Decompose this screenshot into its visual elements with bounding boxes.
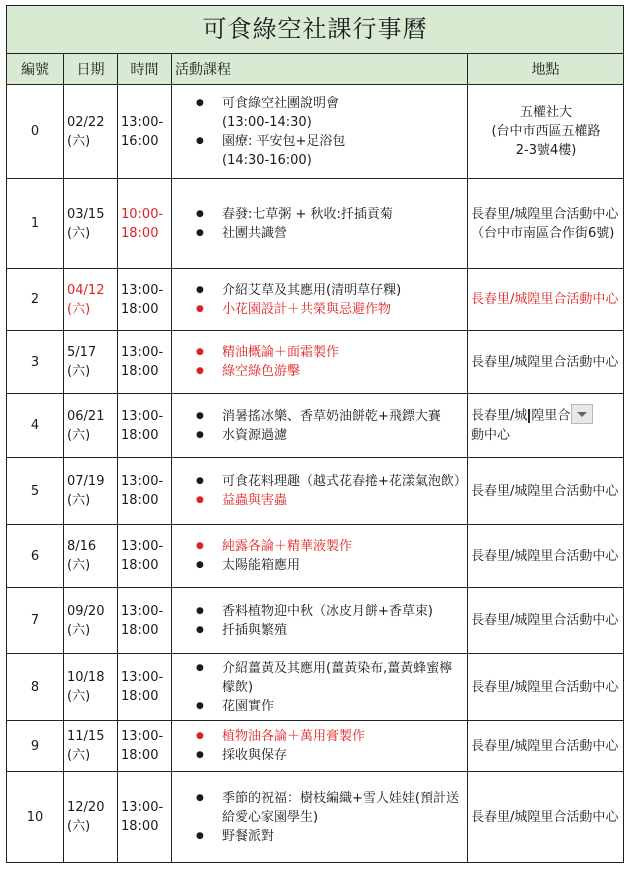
row-time [118,588,172,654]
time-line: 18:00 [121,225,159,241]
activity-list [172,407,463,445]
activity-item [172,659,463,697]
location-text: 長春里/城隍里合活動中心 [471,738,619,754]
date-line: 03/15 [67,206,105,222]
row-date [64,331,118,394]
header-date: 日期 [64,54,118,85]
date-line: (六) [67,558,91,573]
time-line: 18:00 [121,301,159,317]
row-date [64,721,118,772]
row-number: 7 [7,588,64,654]
table-row [7,85,624,179]
date-line: 10/18 [67,670,105,685]
location-text: 長春里/城隍里合活動中心 [471,613,619,628]
row-date [64,458,118,525]
activity-text: 介紹薑黃及其應用(薑黃染布,薑黃蜂蜜檸檬飲) [222,660,453,695]
schedule-sheet [6,5,623,863]
date-line: 02/22 [67,114,105,130]
activity-text: 純露各論＋精華液製作 [222,539,353,554]
date-line: 04/12 [67,282,105,298]
row-time [118,772,172,863]
time-line: 18:00 [121,819,159,834]
date-line: (六) [67,622,91,638]
row-date [64,525,118,588]
location-text: (台中市西區五權路 [491,124,601,139]
date-line: (六) [67,493,91,508]
row-date [64,654,118,721]
activity-list [172,472,467,510]
activity-list [172,659,463,716]
activity-text: 花園實作 [222,698,275,714]
location-text: 長春里/城隍里合活動中心 [471,483,619,499]
row-time [118,269,172,331]
time-line: 16:00 [121,133,159,149]
date-line: (六) [67,364,91,379]
time-line: 13:00- [121,474,164,489]
activity-item [172,343,463,362]
row-number: 2 [7,269,64,331]
activity-list [172,789,463,846]
activity-item [172,621,463,640]
row-location [468,654,624,721]
time-line: 13:00- [121,800,164,815]
date-line: 06/21 [67,408,105,424]
row-number: 1 [7,179,64,269]
activity-text: 綠空綠色游擊 [222,364,301,379]
activity-text: 園療: 平安包+足浴包 [222,133,346,149]
time-line: 18:00 [121,364,159,379]
row-date [64,85,118,179]
time-line: 13:00- [121,114,164,130]
row-time [118,458,172,525]
date-line: (六) [67,301,91,317]
row-number: 9 [7,721,64,772]
activity-item [172,556,463,575]
activity-item [172,827,463,846]
row-location [468,394,624,458]
row-time [118,331,172,394]
time-line: 18:00 [121,558,159,573]
row-activities [172,179,468,269]
date-line: (六) [67,748,91,763]
activity-text: 小花園設計＋共榮與忌避作物 [222,301,392,317]
table-row [7,269,624,331]
activity-item [172,362,463,381]
activity-list [172,94,463,170]
activity-list [172,281,463,319]
date-line: 09/20 [67,603,105,619]
activity-list [172,205,463,243]
time-line: 18:00 [121,622,159,638]
header-activity: 活動課程 [172,54,468,85]
row-number: 10 [7,772,64,863]
table-row [7,179,624,269]
time-line: 10:00- [121,206,164,222]
row-date [64,772,118,863]
time-line: 18:00 [121,427,159,443]
location-text: 長春里/城隍里合活動中心 [471,809,619,825]
row-date [64,394,118,458]
activity-item [172,205,463,224]
time-line: 13:00- [121,345,164,360]
location-text: 隍里合 [531,408,571,424]
row-number: 0 [7,85,64,179]
activity-list [172,602,463,640]
activity-text: 介紹艾草及其應用(清明草仔粿) [222,282,402,298]
date-line: 5/17 [67,345,97,360]
row-time [118,654,172,721]
header-time: 時間 [118,54,172,85]
row-time [118,85,172,179]
date-line: (六) [67,689,91,704]
table-row [7,394,624,458]
row-activities [172,654,468,721]
row-activities [172,772,468,863]
row-time [118,721,172,772]
activity-text: 社團共識營 [222,225,288,241]
activity-text: 野餐派對 [222,828,275,844]
location-text: 長春里/城隍里合活動中心 [471,548,619,564]
table-row [7,654,624,721]
location-text: 長春里/城隍里合活動中心 [471,354,619,370]
row-date [64,588,118,654]
row-date [64,179,118,269]
activity-item [172,407,463,426]
table-body [7,85,624,863]
row-location [468,179,624,269]
activity-text: 可食綠空社團說明會 [222,95,340,111]
location-text: 長春里/城隍里合活動中心 [471,292,619,307]
activity-item [172,132,463,170]
location-text: 長春里/城 [471,408,528,424]
table-row [7,588,624,654]
row-location [468,85,624,179]
row-location [468,721,624,772]
activity-item [172,602,463,621]
row-number: 3 [7,331,64,394]
row-activities [172,458,468,525]
activity-text: 扦插與繁殖 [222,622,288,638]
row-number: 8 [7,654,64,721]
table-row [7,458,624,525]
row-location [468,588,624,654]
row-date [64,269,118,331]
row-activities [172,331,468,394]
row-location [468,525,624,588]
row-location [468,331,624,394]
activity-list [172,727,463,765]
row-time [118,179,172,269]
date-line: 07/19 [67,474,105,489]
activity-text: (13:00-14:30) [222,114,312,130]
row-activities [172,269,468,331]
activity-item [172,789,463,827]
activity-text: 香料植物迎中秋（冰皮月餅+香草束) [222,603,433,619]
activity-text: 太陽能箱應用 [222,558,301,573]
activity-item [172,300,463,319]
row-time [118,525,172,588]
activity-item [172,281,463,300]
activity-text: 可食花料理趣（越式花春捲+花漾氣泡飲） [222,474,467,489]
row-number: 6 [7,525,64,588]
activity-item [172,746,463,765]
time-line: 13:00- [121,539,164,554]
activity-text: 採收與保存 [222,748,288,763]
location-text: 長春里/城隍里合活動中心（台中市南區合作街6號) [471,206,619,241]
date-line: 12/20 [67,800,105,815]
location-text: 長春里/城隍里合活動中心 [471,679,619,695]
activity-list [172,537,463,575]
row-activities [172,525,468,588]
activity-list [172,343,463,381]
activity-item [172,537,463,556]
activity-item [172,224,463,243]
activity-item [172,727,463,746]
activity-item [172,491,463,510]
activity-item [172,472,467,491]
table-row [7,525,624,588]
schedule-table [6,5,624,863]
table-row [7,772,624,863]
row-location [468,458,624,525]
date-line: 11/15 [67,729,105,744]
header-location: 地點 [468,54,624,85]
date-line: (六) [67,819,91,834]
activity-text: 消暑搖冰樂、香草奶油餅乾+飛鏢大賽 [222,408,441,424]
table-row [7,721,624,772]
header-no: 編號 [7,54,64,85]
location-text: 動中心 [471,428,511,443]
time-line: 18:00 [121,689,159,704]
activity-text: 植物油各論＋萬用膏製作 [222,729,366,744]
row-activities [172,588,468,654]
header-row [7,54,624,85]
activity-text: 春發:七草粥 + 秋收:扦插貢菊 [222,206,393,222]
row-number: 4 [7,394,64,458]
row-activities [172,721,468,772]
location-text: 五權社大 [520,105,573,120]
time-line: 13:00- [121,408,164,424]
row-activities [172,394,468,458]
row-time [118,394,172,458]
time-line: 13:00- [121,729,164,744]
date-line: 8/16 [67,539,97,554]
activity-item [172,426,463,445]
row-location [468,269,624,331]
activity-text: 水資源過濾 [222,427,288,443]
activity-item [172,697,463,716]
location-text: 2-3號4樓) [515,143,577,158]
activity-text: 季節的祝福：樹枝編織+雪人娃娃(預計送給愛心家園學生) [222,790,459,825]
table-row [7,331,624,394]
time-line: 18:00 [121,748,159,763]
row-activities [172,85,468,179]
date-line: (六) [67,133,91,149]
row-number: 5 [7,458,64,525]
activity-text: (14:30-16:00) [222,152,312,168]
time-line: 13:00- [121,603,164,619]
time-line: 18:00 [121,493,159,508]
date-line: (六) [67,225,91,241]
time-line: 13:00- [121,670,164,685]
table-title: 可食綠空社課行事曆 [7,6,624,54]
activity-item [172,94,463,132]
time-line: 13:00- [121,282,164,298]
dropdown-arrow-icon[interactable] [571,404,593,424]
activity-text: 精油概論＋面霜製作 [222,345,340,360]
activity-text: 益蟲與害蟲 [222,493,288,508]
date-line: (六) [67,427,91,443]
row-location [468,772,624,863]
